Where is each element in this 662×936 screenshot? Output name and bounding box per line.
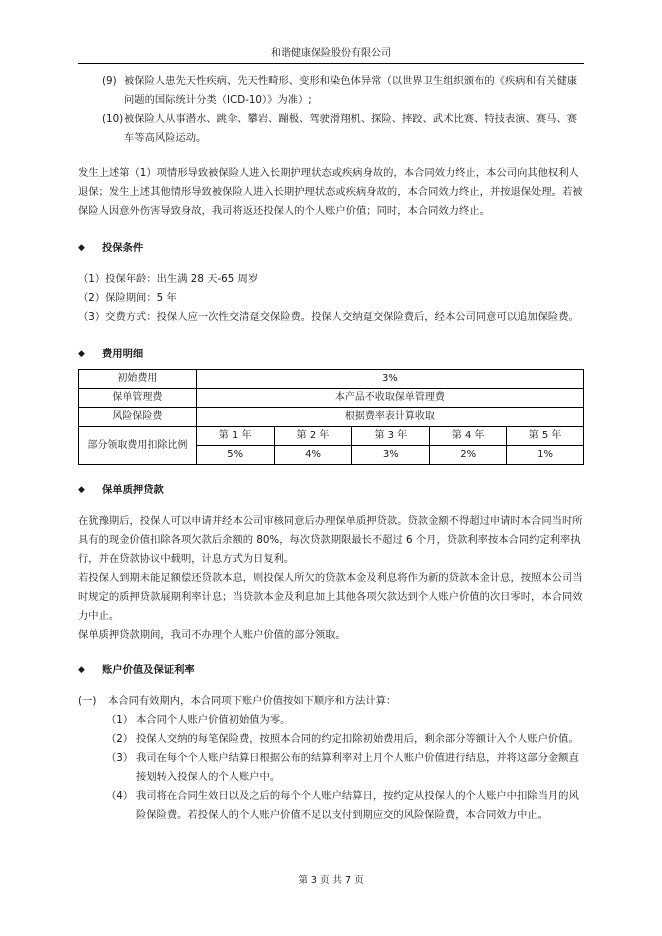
company-name: 和谐健康保险股份有限公司 — [271, 48, 391, 59]
section-title-loan: ◆ 保单质押贷款 — [78, 481, 584, 500]
section-title-fees: ◆ 费用明细 — [78, 345, 584, 364]
list-item: （1）投保年龄：出生满 28 天-65 周岁 — [78, 273, 259, 285]
diamond-bullet-icon: ◆ — [78, 243, 85, 253]
diamond-bullet-icon: ◆ — [78, 665, 85, 675]
list-item: （2） 投保人交纳的每笔保险费，按照本合同的约定扣除初始费用后，剩余部分等额计入个人账户价值。 — [106, 733, 579, 745]
page-header — [78, 44, 584, 64]
exclusion-list — [78, 72, 584, 148]
table-row: 部分领取费用扣除比例 第 1 年 第 2 年 第 3 年 第 4 年 第 5 年 — [79, 427, 584, 446]
exclusion-note: 发生上述第（1）项情形导致被保险人进入长期护理状态或疾病身故的，本合同效力终止，本公司向其他权利人退保；发生上述其他情形导致被保险人进入长期护理状态或疾病身故的，本合同效力终止，并按退保处理。若被保险人因意外伤害导致身故，我司将返还投保人的个人账户价值；同时，本合同效力终止。 — [78, 167, 583, 217]
list-item: （3）交费方式：投保人应一次性交清趸交保险费。投保人交纳趸交保险费后，经本公司同意可以追加保险费。 — [78, 311, 579, 323]
page-content — [78, 72, 584, 825]
page-number: 第 3 页 共 7 页 — [298, 875, 364, 886]
diamond-bullet-icon: ◆ — [78, 485, 85, 495]
page-footer — [0, 872, 662, 886]
list-item: (10) 被保险人从事潜水、跳伞、攀岩、蹦极、驾驶滑翔机、探险、摔跤、武术比赛、特技表演、赛马、赛车等高风险运动。 — [102, 113, 578, 144]
conditions-list — [78, 270, 584, 327]
list-item: （4） 我司将在合同生效日以及之后的每个个人账户结算日，按约定从投保人的个人账户中扣除当月的风险保险费。若投保人的个人账户价值不足以支付到期应交的风险保险费，本合同效力中止。 — [106, 790, 579, 821]
loan-text — [78, 512, 584, 645]
table-row: 5% 4% 3% 2% 1% — [79, 446, 584, 465]
paragraph: 若投保人到期未能足额偿还贷款本息，则投保人所欠的贷款本金及利息将作为新的贷款本金计息，按照本公司当时规定的质押贷款展期利率计息；当贷款本金及利息加上其他各项欠款达到个人账户价值的次日零时，本合同效力中止。 — [78, 572, 583, 622]
section-title-account: ◆ 账户价值及保证利率 — [78, 661, 584, 680]
paragraph: 在犹豫期后，投保人可以申请并经本公司审核同意后办理保单质押贷款。贷款金额不得超过申请时本合同当时所具有的现金价值扣除各项欠款后余额的 80%，每次贷款期限最长不超过 6 个月，贷款利率按本合同约定利率执行，并在贷款协议中载明，计息方式为日复利。 — [78, 515, 583, 565]
list-item: （3） 我司在每个个人账户结算日根据公布的结算利率对上月个人账户价值进行结息，并将这部分金额直接划转入投保人的个人账户中。 — [106, 752, 579, 783]
list-item: （1） 本合同个人账户价值初始值为零。 — [106, 714, 291, 726]
account-steps — [78, 711, 584, 825]
table-row: 初始费用 3% — [79, 370, 584, 389]
paragraph: 保单质押贷款期间，我司不办理个人账户价值的部分领取。 — [78, 629, 346, 641]
account-intro: (一) 本合同有效期内，本合同项下账户价值按如下顺序和方法计算： — [78, 695, 397, 707]
table-row: 保单管理费 本产品不收取保单管理费 — [79, 389, 584, 408]
section-title-conditions: ◆ 投保条件 — [78, 239, 584, 258]
fee-table — [78, 369, 584, 465]
table-row: 风险保险费 根据费率表计算收取 — [79, 408, 584, 427]
diamond-bullet-icon: ◆ — [78, 349, 85, 359]
list-item: （2）保险期间：5 年 — [78, 292, 177, 304]
list-item: (9) 被保险人患先天性疾病、先天性畸形、变形和染色体异常（以世界卫生组织颁布的《疾病和有关健康问题的国际统计分类（ICD-10）》为准）; — [102, 75, 578, 106]
